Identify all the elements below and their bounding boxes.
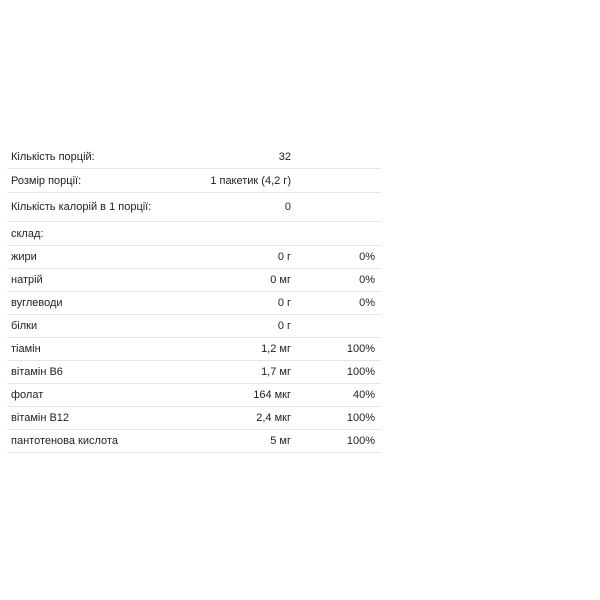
- nutrient-amount: 0 г: [195, 315, 299, 338]
- nutrient-name: вітамін B12: [7, 407, 195, 430]
- nutrient-daily-value: 0%: [299, 269, 381, 292]
- calories-dv: [299, 193, 381, 222]
- nutrient-daily-value: 100%: [299, 430, 381, 453]
- nutrient-amount: 5 мг: [195, 430, 299, 453]
- serving-size-dv: [299, 169, 381, 193]
- nutrient-row-thiamine: [7, 338, 381, 361]
- nutrient-row-pantothenic-acid: [7, 430, 381, 453]
- composition-label: склад:: [7, 222, 195, 246]
- nutrient-daily-value: 0%: [299, 292, 381, 315]
- serving-size-value: 1 пакетик (4,2 г): [195, 169, 299, 193]
- nutrient-row-vitamin-b6: [7, 361, 381, 384]
- calories-row: [7, 193, 381, 222]
- nutrient-name: натрій: [7, 269, 195, 292]
- nutrient-row-fat: [7, 246, 381, 269]
- nutrient-name: пантотенова кислота: [7, 430, 195, 453]
- nutrient-amount: 0 г: [195, 292, 299, 315]
- nutrition-facts-table: [7, 145, 381, 453]
- calories-label: Кількість калорій в 1 порції:: [7, 193, 195, 222]
- nutrient-name: вітамін B6: [7, 361, 195, 384]
- serving-size-label: Розмір порції:: [7, 169, 195, 193]
- nutrient-amount: 1,2 мг: [195, 338, 299, 361]
- nutrient-daily-value: 0%: [299, 246, 381, 269]
- nutrient-daily-value: 100%: [299, 361, 381, 384]
- composition-amount: [195, 222, 299, 246]
- nutrient-name: фолат: [7, 384, 195, 407]
- calories-value: 0: [195, 193, 299, 222]
- nutrient-row-carbohydrates: [7, 292, 381, 315]
- nutrient-daily-value: 100%: [299, 407, 381, 430]
- nutrient-amount: 0 мг: [195, 269, 299, 292]
- composition-dv: [299, 222, 381, 246]
- nutrient-row-folate: [7, 384, 381, 407]
- servings-label: Кількість порцій:: [7, 145, 195, 169]
- nutrient-daily-value: [299, 315, 381, 338]
- nutrient-row-protein: [7, 315, 381, 338]
- nutrient-amount: 0 г: [195, 246, 299, 269]
- nutrient-amount: 2,4 мкг: [195, 407, 299, 430]
- nutrient-amount: 1,7 мг: [195, 361, 299, 384]
- nutrient-name: вуглеводи: [7, 292, 195, 315]
- nutrient-name: білки: [7, 315, 195, 338]
- nutrient-row-sodium: [7, 269, 381, 292]
- nutrient-daily-value: 100%: [299, 338, 381, 361]
- composition-header-row: [7, 222, 381, 246]
- nutrient-name: жири: [7, 246, 195, 269]
- servings-dv: [299, 145, 381, 169]
- servings-row: [7, 145, 381, 169]
- nutrient-amount: 164 мкг: [195, 384, 299, 407]
- servings-value: 32: [195, 145, 299, 169]
- nutrient-row-vitamin-b12: [7, 407, 381, 430]
- serving-size-row: [7, 169, 381, 193]
- nutrient-daily-value: 40%: [299, 384, 381, 407]
- nutrient-name: тіамін: [7, 338, 195, 361]
